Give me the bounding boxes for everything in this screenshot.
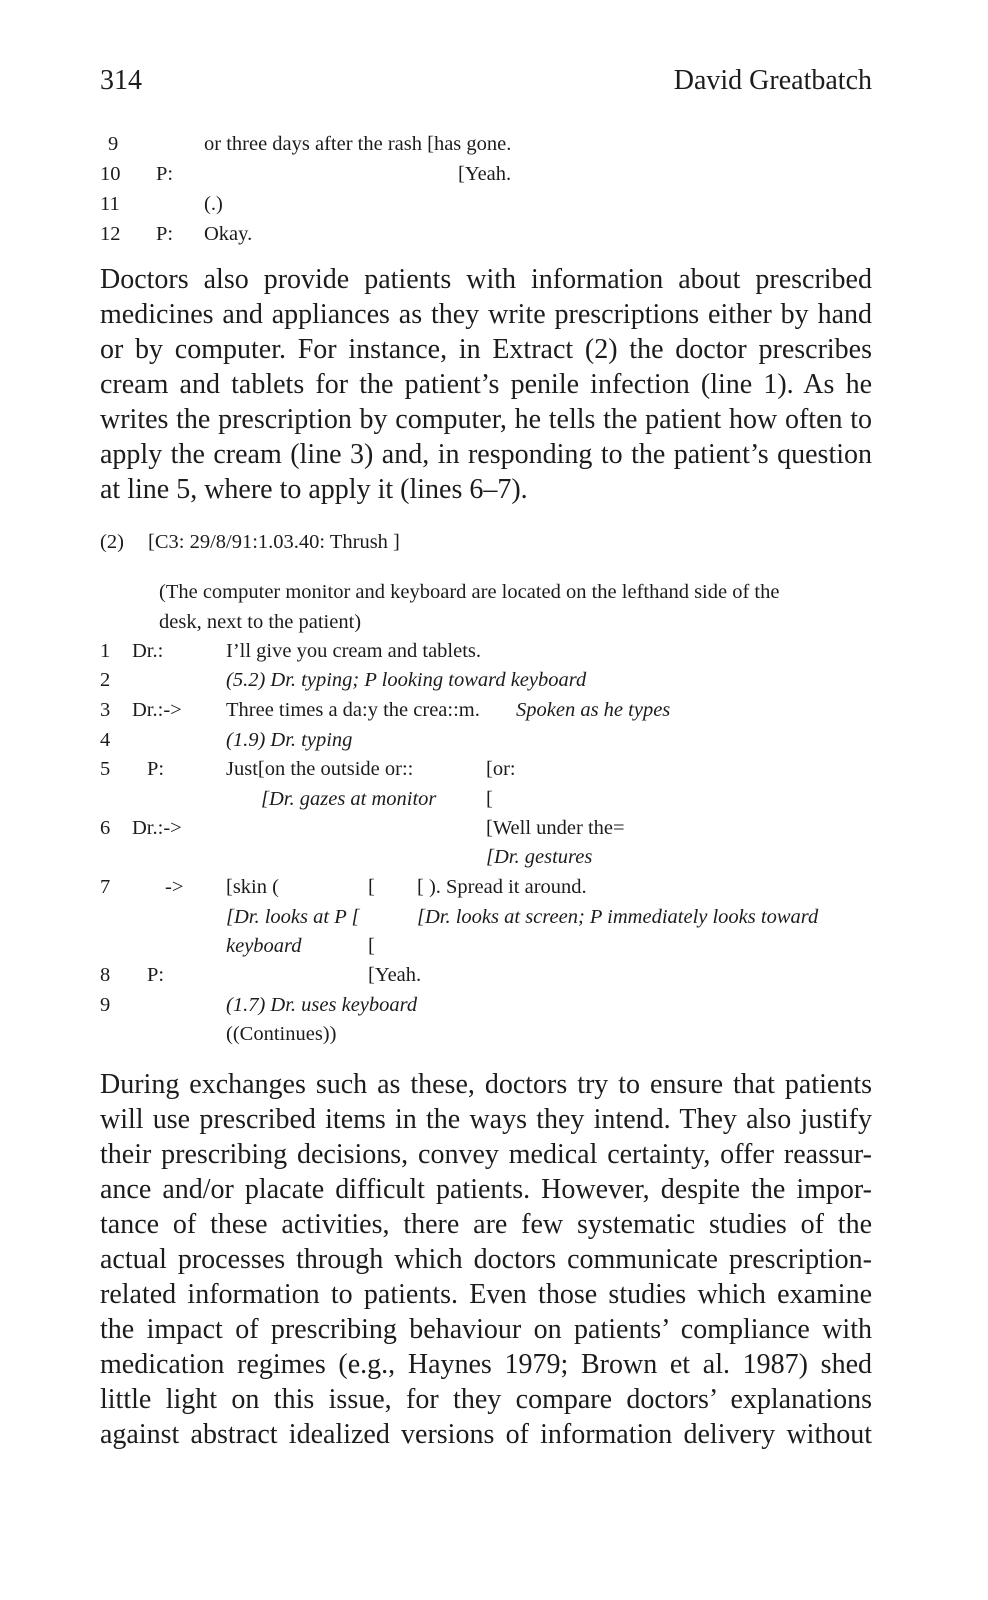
- paragraph-line: apply the cream (line 3) and, in responding to the patient’s question: [100, 439, 872, 470]
- speaker: P:: [156, 163, 174, 185]
- extract-label: (2): [100, 531, 124, 553]
- utterance: Just[on the outside or::: [226, 758, 414, 780]
- annotation: (1.9) Dr. typing: [226, 729, 353, 751]
- annotation: keyboard: [226, 935, 302, 957]
- annotation: [Dr. looks at P [: [226, 906, 360, 928]
- utterance: (.): [204, 193, 223, 215]
- page-number: 314: [100, 65, 142, 96]
- speaker: P:: [147, 964, 165, 986]
- utterance: [skin (: [226, 876, 279, 898]
- line-number: 4: [100, 729, 111, 751]
- speaker: P:: [156, 223, 174, 245]
- paragraph-line: tance of these activities, there are few systematic studies of the: [100, 1209, 872, 1240]
- line-number: 11: [100, 193, 120, 215]
- annotation: [Dr. gazes at monitor: [261, 788, 437, 810]
- extract-note: (The computer monitor and keyboard are located on the lefthand side of the: [159, 581, 780, 603]
- paragraph-line: or by computer. For instance, in Extract (2) the doctor prescribes: [100, 334, 872, 365]
- continues-note: ((Continues)): [226, 1023, 337, 1045]
- utterance: I’ll give you cream and tablets.: [226, 640, 482, 662]
- running-head-author: David Greatbatch: [673, 65, 872, 96]
- body-paragraph-1: [100, 262, 872, 507]
- body-paragraph-2: [100, 1067, 872, 1452]
- line-number: 12: [100, 223, 121, 245]
- utterance: [or:: [486, 758, 516, 780]
- paragraph-line: at line 5, where to apply it (lines 6–7).: [100, 474, 528, 505]
- paragraph-line: related information to patients. Even those studies which examine: [100, 1279, 872, 1310]
- speaker: Dr.:->: [132, 699, 182, 721]
- paragraph-line: medication regimes (e.g., Haynes 1979; Brown et al. 1987) shed: [100, 1349, 872, 1380]
- line-number: 7: [100, 876, 111, 898]
- line-number: 3: [100, 699, 111, 721]
- line-number: 8: [100, 964, 111, 986]
- overlap-bracket: [: [368, 935, 375, 957]
- paragraph-line: writes the prescription by computer, he tells the patient how often to: [100, 404, 872, 435]
- speaker: ->: [165, 876, 184, 898]
- paragraph-line: medicines and appliances as they write prescriptions either by hand: [100, 299, 872, 330]
- paragraph-line: Doctors also provide patients with information about prescribed: [100, 264, 872, 295]
- speaker: P:: [147, 758, 165, 780]
- paragraph-line: cream and tablets for the patient’s penile infection (line 1). As he: [100, 369, 872, 400]
- extract-note: desk, next to the patient): [159, 611, 362, 633]
- line-number: 5: [100, 758, 111, 780]
- utterance: [Well under the=: [486, 817, 625, 839]
- paragraph-line: their prescribing decisions, convey medical certainty, offer reassur-: [100, 1139, 872, 1170]
- paragraph-line: against abstract idealized versions of information delivery without: [100, 1419, 872, 1450]
- overlap-bracket: [: [368, 876, 375, 898]
- utterance: Three times a da:y the crea::m.: [226, 699, 480, 721]
- line-number: 9: [108, 133, 119, 155]
- speaker: Dr.:: [132, 640, 164, 662]
- line-number: 2: [100, 669, 111, 691]
- speaker: Dr.:->: [132, 817, 182, 839]
- paragraph-line: During exchanges such as these, doctors try to ensure that patients: [100, 1069, 872, 1100]
- annotation: (1.7) Dr. uses keyboard: [226, 994, 418, 1016]
- annotation: [Dr. looks at screen; P immediately looks toward: [417, 906, 819, 928]
- paragraph-line: the impact of prescribing behaviour on patients’ compliance with: [100, 1314, 872, 1345]
- paragraph-line: will use prescribed items in the ways they intend. They also justify: [100, 1104, 872, 1135]
- annotation: Spoken as he types: [516, 699, 671, 721]
- utterance: or three days after the rash [has gone.: [204, 133, 512, 155]
- paragraph-line: actual processes through which doctors communicate prescription-: [100, 1244, 872, 1275]
- overlap-bracket: [: [486, 788, 493, 810]
- utterance: Okay.: [204, 223, 253, 245]
- line-number: 1: [100, 640, 111, 662]
- utterance: [Yeah.: [368, 964, 422, 986]
- utterance: [Yeah.: [458, 163, 512, 185]
- utterance: [ ). Spread it around.: [417, 876, 587, 898]
- line-number: 6: [100, 817, 111, 839]
- line-number: 10: [100, 163, 121, 185]
- annotation: [Dr. gestures: [486, 846, 593, 868]
- paragraph-line: ance and/or placate difficult patients. However, despite the impor-: [100, 1174, 872, 1205]
- annotation: (5.2) Dr. typing; P looking toward keyboard: [226, 669, 587, 691]
- paragraph-line: little light on this issue, for they compare doctors’ explanations: [100, 1384, 872, 1415]
- extract-source: [C3: 29/8/91:1.03.40: Thrush ]: [148, 531, 400, 553]
- line-number: 9: [100, 994, 111, 1016]
